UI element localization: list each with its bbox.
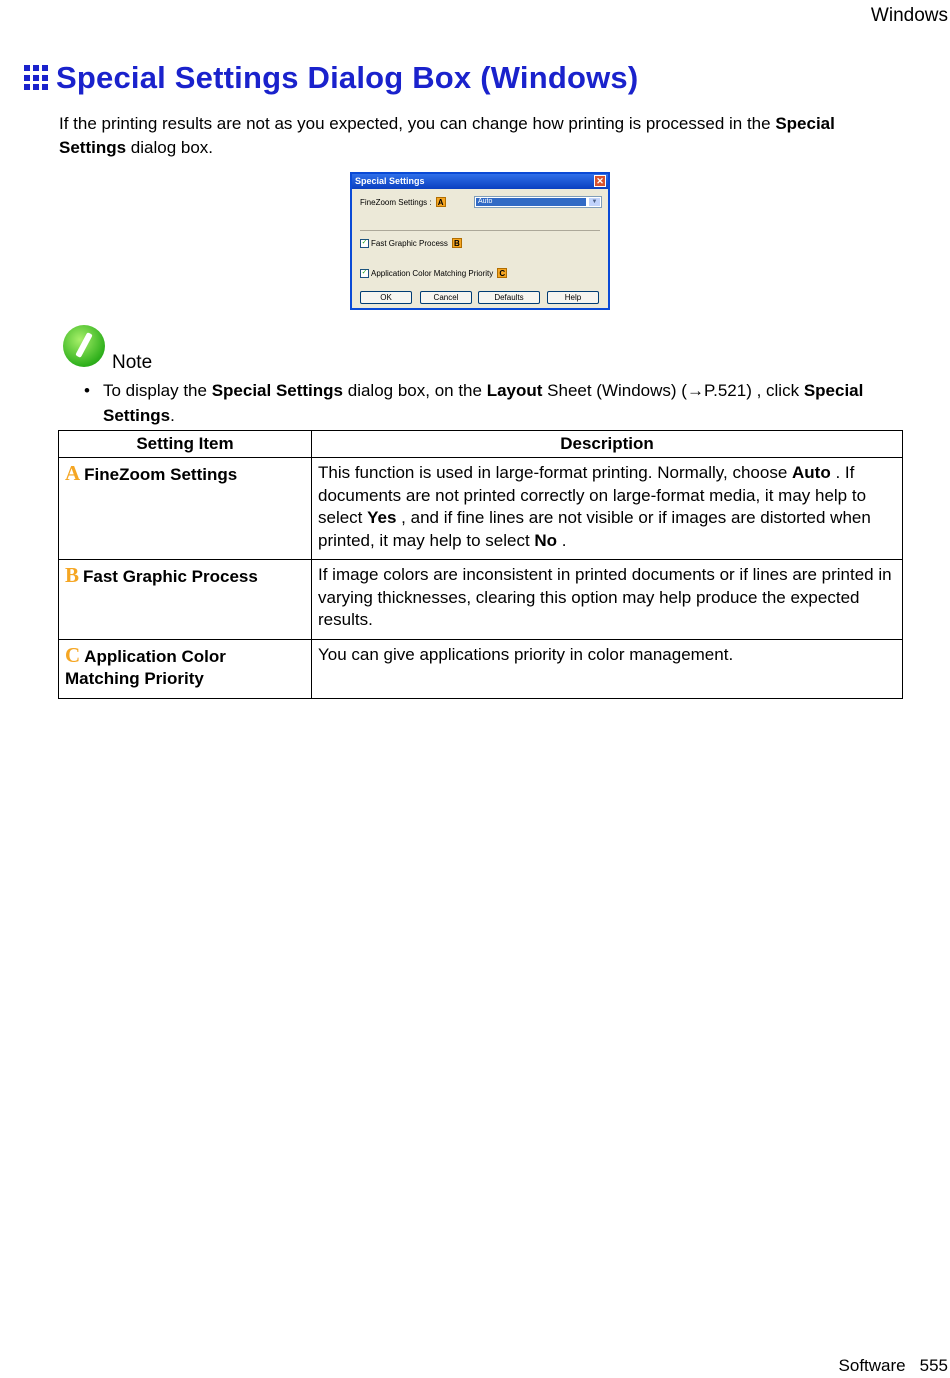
intro-paragraph [59, 112, 899, 160]
intro-text-end: dialog box. [126, 138, 214, 157]
setting-item-cell [59, 458, 312, 560]
header-description: Description [312, 431, 903, 458]
header-setting-item: Setting Item [59, 431, 312, 458]
page-footer [839, 1356, 948, 1376]
marker-a: A [436, 197, 446, 207]
item-letter: A [65, 461, 81, 485]
app-color-label: Application Color Matching Priority [371, 268, 494, 278]
dialog-title: Special Settings [355, 176, 425, 186]
note-text: To display the Special Settings dialog box, on the Layout Sheet (Windows) (→P.521) , click Special Settings. [103, 381, 864, 425]
settings-table [58, 430, 903, 699]
table-row [59, 639, 903, 698]
intro-bold: Special Settings [59, 114, 835, 157]
page-title: Special Settings Dialog Box (Windows) [56, 60, 639, 95]
item-letter: C [65, 642, 81, 667]
bullet-dot: • [84, 381, 90, 400]
description-cell: You can give applications priority in color management. [312, 639, 903, 698]
dialog-titlebar [352, 174, 608, 189]
app-color-row [360, 268, 507, 278]
special-settings-dialog [350, 172, 610, 310]
intro-text: If the printing results are not as you expected, you can change how printing is processed in the [59, 114, 776, 133]
marker-b: B [452, 238, 462, 248]
fast-graphic-checkbox[interactable]: ✓ [361, 238, 368, 246]
finezoom-row [360, 197, 446, 207]
footer-label: Software [838, 1356, 906, 1375]
fast-graphic-label: Fast Graphic Process [371, 238, 448, 248]
section-label: Windows [870, 5, 948, 26]
cancel-button[interactable]: Cancel [420, 291, 472, 304]
fast-graphic-row [360, 238, 462, 248]
help-button[interactable]: Help [547, 291, 599, 304]
finezoom-label: FineZoom Settings : [360, 197, 432, 207]
note-bullet-item [84, 378, 894, 428]
setting-item-cell [59, 639, 312, 698]
setting-item-name: FineZoom Settings [84, 465, 238, 484]
table-row [59, 458, 903, 560]
description-cell: This function is used in large-format printing. Normally, choose Auto . If documents are not printed correctly on large-format media, it may help to select Yes , and if fine lines are not visible or if images are distorted when printed, it may help to select No . [312, 458, 903, 560]
page-title-row [24, 60, 638, 96]
table-header-row [59, 431, 903, 458]
grid-bullet-icon [24, 65, 50, 91]
setting-item-name: Application Color Matching Priority [65, 646, 226, 688]
setting-item-cell [59, 560, 312, 640]
page-number: 555 [919, 1356, 948, 1375]
dialog-divider [360, 230, 600, 231]
table-row [59, 560, 903, 640]
defaults-button[interactable]: Defaults [478, 291, 540, 304]
marker-c: C [497, 268, 507, 278]
note-pencil-icon [63, 325, 105, 367]
setting-item-name: Fast Graphic Process [83, 567, 258, 586]
chevron-down-icon[interactable]: ▼ [589, 198, 600, 206]
finezoom-select[interactable] [474, 196, 602, 208]
description-cell: If image colors are inconsistent in printed documents or if lines are printed in varying thicknesses, clearing this option may help produce the expected results. [312, 560, 903, 640]
close-icon[interactable]: ✕ [594, 175, 606, 187]
ok-button[interactable]: OK [360, 291, 412, 304]
note-label: Note [112, 352, 153, 373]
finezoom-select-value: Auto [476, 198, 586, 206]
app-color-checkbox[interactable]: ✓ [361, 268, 368, 276]
item-letter: B [65, 563, 80, 587]
